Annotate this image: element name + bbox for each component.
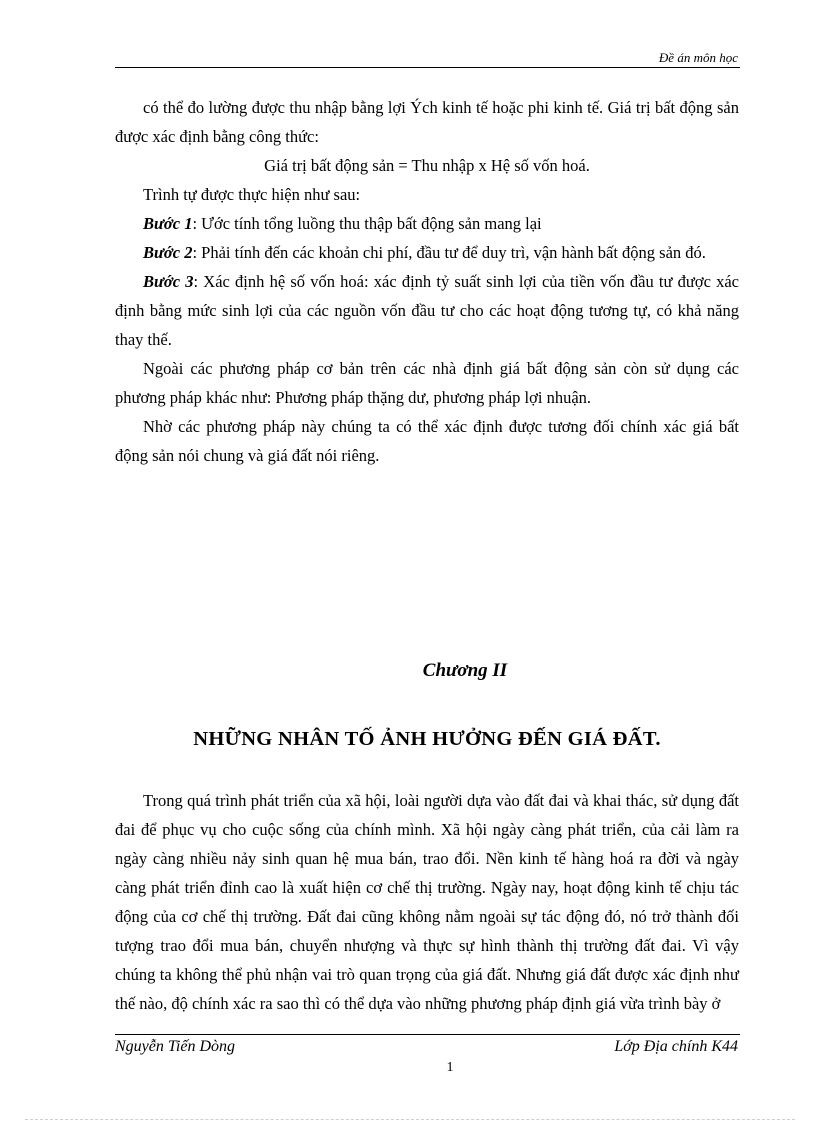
page-header-title: Đề án môn học: [658, 50, 738, 65]
paragraph: có thể đo lường được thu nhập bằng lợi Ých kinh tế hoặc phi kinh tế. Giá trị bất động sản được xác định bằng công thức:: [115, 98, 739, 146]
page-bottom-edge: [25, 1119, 795, 1120]
footer-class: Lớp Địa chính K44: [614, 1038, 738, 1055]
step-label: Bước 1: [143, 214, 193, 233]
section-body-bottom: [115, 786, 739, 1018]
section-body-top: [115, 93, 739, 470]
step-label: Bước 3: [143, 272, 194, 291]
footer-divider: [115, 1034, 740, 1035]
paragraph: Nhờ các phương pháp này chúng ta có thể xác định được tương đối chính xác giá bất động sản nói chung và giá đất nói riêng.: [115, 417, 739, 465]
step-text: : Xác định hệ số vốn hoá: xác định tỷ suất sinh lợi của tiền vốn đầu tư được xác định bằng mức sinh lợi của các nguồn vốn đầu tư cho các hoạt động tương tự, có khả năng thay thế.: [115, 272, 739, 349]
step-text: : Ước tính tổng luồng thu thập bất động sản mang lại: [192, 214, 542, 233]
step-3: [115, 267, 739, 354]
page-number: 1: [446, 1060, 454, 1075]
footer-author: Nguyễn Tiến Dòng: [115, 1038, 235, 1055]
chapter-label: Chương II: [422, 660, 508, 681]
step-1: [115, 209, 739, 238]
step-label: Bước 2: [143, 243, 193, 262]
paragraph: Trình tự được thực hiện như sau:: [143, 185, 361, 204]
paragraph: Trong quá trình phát triển của xã hội, loài người dựa vào đất đai và khai thác, sử dụng đất đai để phục vụ cho cuộc sống của chính mình. Xã hội ngày càng phát triển, của cải làm ra ngày càng nhiều nảy sinh quan hệ mua bán, trao đổi. Nền kinh tế hàng hoá ra đời và ngày càng phát triển đỉnh cao là xuất hiện cơ chế thị trường. Ngày nay, hoạt động kinh tế chịu tác động của cơ chế thị trường. Đất đai cũng không nằm ngoài sự tác động đó, nó trở thành đối tượng trao đổi mua bán, chuyển nhượng và thực sự hình thành thị trường đất đai. Vì vậy chúng ta không thể phủ nhận vai trò quan trọng của giá đất. Nhưng giá đất được xác định như thế nào, độ chính xác ra sao thì có thể dựa vào những phương pháp định giá vừa trình bày ở: [115, 791, 739, 1013]
chapter-title: NHỮNG NHÂN TỐ ẢNH HƯỞNG ĐẾN GIÁ ĐẤT.: [193, 728, 661, 750]
header-divider: [115, 67, 740, 68]
step-2: [115, 238, 739, 267]
paragraph: Ngoài các phương pháp cơ bản trên các nhà định giá bất động sản còn sử dụng các phương pháp khác như: Phương pháp thặng dư, phương pháp lợi nhuận.: [115, 359, 739, 407]
step-text: : Phải tính đến các khoản chi phí, đầu tư để duy trì, vận hành bất động sản đó.: [192, 243, 706, 262]
formula: Giá trị bất động sản = Thu nhập x Hệ số vốn hoá.: [264, 156, 590, 175]
